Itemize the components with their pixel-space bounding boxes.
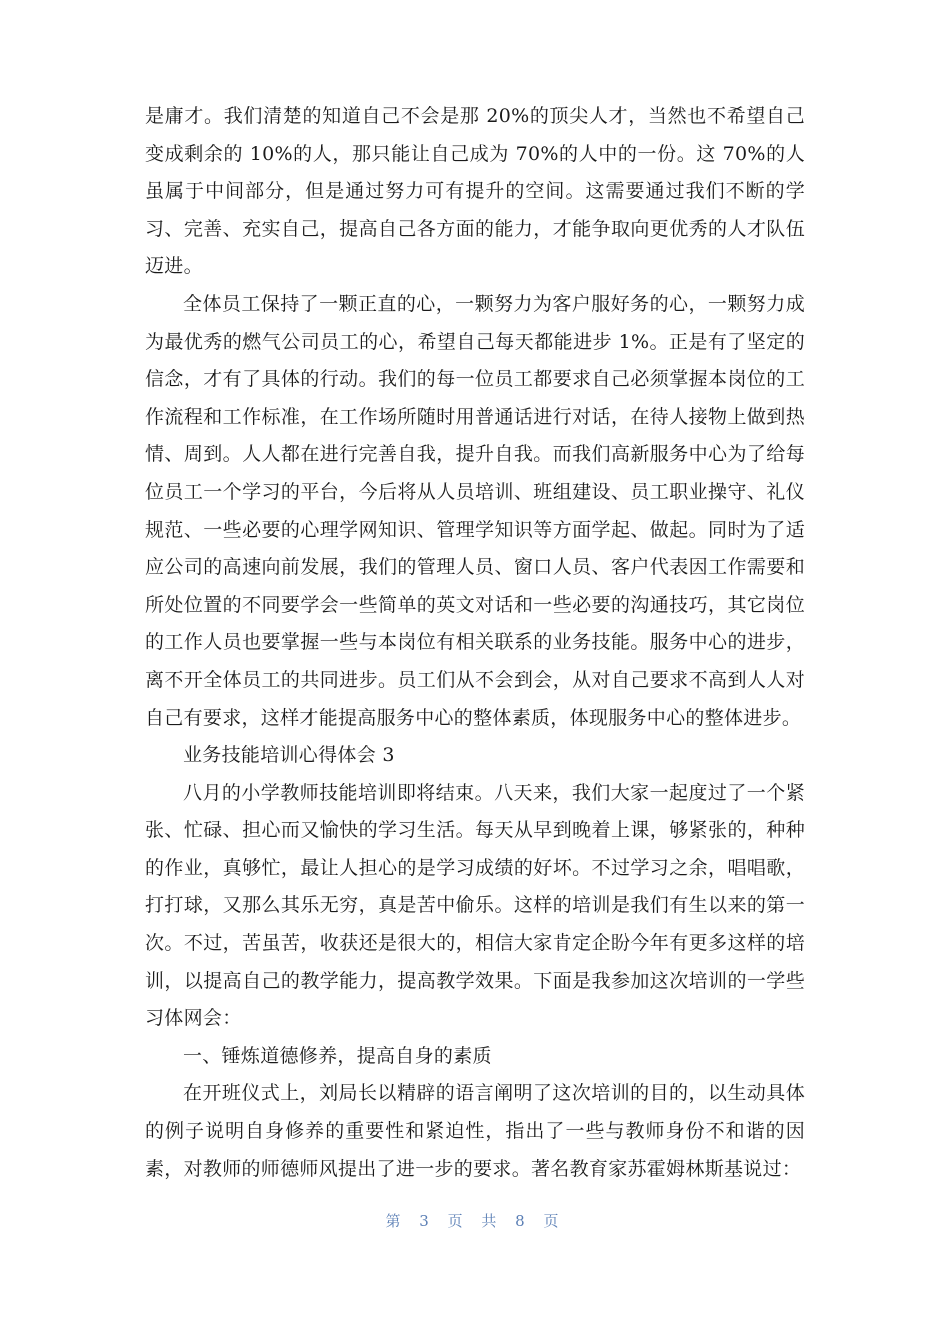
section-heading-3: 业务技能培训心得体会 3 xyxy=(183,744,395,767)
subheading-moral-cultivation: 一、锤炼道德修养，提高自身的素质 xyxy=(183,1044,492,1067)
page-number-footer: 第 3 页 共 8 页 xyxy=(385,1212,565,1230)
document-body xyxy=(145,98,805,1188)
paragraph-continuation: 是庸才。我们清楚的知道自己不会是那 20%的顶尖人才，当然也不希望自己变成剩余的 10%的人，那只能让自己成为 70%的人中的一份。这 70%的人虽属于中间部分，但是通过努力可有提升的空间。这需要通过我们不断的学习、完善、充实自己，提高自己各方面的能力，才能争取向更优秀的人才队伍迈进。 xyxy=(145,105,805,278)
paragraph-training-intro: 八月的小学教师技能培训即将结束。八天来，我们大家一起度过了一个紧张、忙碌、担心而又愉快的学习生活。每天从早到晚着上课，够紧张的，种种的作业，真够忙，最让人担心的是学习成绩的好坏。不过学习之余，唱唱歌，打打球，又那么其乐无穷，真是苦中偷乐。这样的培训是我们有生以来的第一次。不过，苦虽苦，收获还是很大的，相信大家肯定企盼今年有更多这样的培训，以提高自己的教学能力，提高教学效果。下面是我参加这次培训的一学些习体网会： xyxy=(145,781,805,1030)
paragraph-staff-mindset: 全体员工保持了一颗正直的心，一颗努力为客户服好务的心，一颗努力成为最优秀的燃气公司员工的心，希望自己每天都能进步 1%。正是有了坚定的信念，才有了具体的行动。我们的每一位员工都要求自己必须掌握本岗位的工作流程和工作标准，在工作场所随时用普通话进行对话，在待人接物上做到热情、周到。人人都在进行完善自我，提升自我。而我们高新服务中心为了给每位员工一个学习的平台，今后将从人员培训、班组建设、员工职业操守、礼仪规范、一些必要的心理学网知识、管理学知识等方面学起、做起。同时为了适应公司的高速向前发展，我们的管理人员、窗口人员、客户代表因工作需要和所处位置的不同要学会一些简单的英文对话和一些必要的沟通技巧，其它岗位的工作人员也要掌握一些与本岗位有相关联系的业务技能。服务中心的进步，离不开全体员工的共同进步。员工们从不会到会，从对自己要求不高到人人对自己有要求，这样才能提高服务中心的整体素质，体现服务中心的整体进步。 xyxy=(145,292,805,729)
paragraph-opening-ceremony: 在开班仪式上，刘局长以精辟的语言阐明了这次培训的目的，以生动具体的例子说明自身修养的重要性和紧迫性，指出了一些与教师身份不和谐的因素，对教师的师德师风提出了进一步的要求。著名教育家苏霍姆林斯基说过： xyxy=(145,1082,805,1180)
